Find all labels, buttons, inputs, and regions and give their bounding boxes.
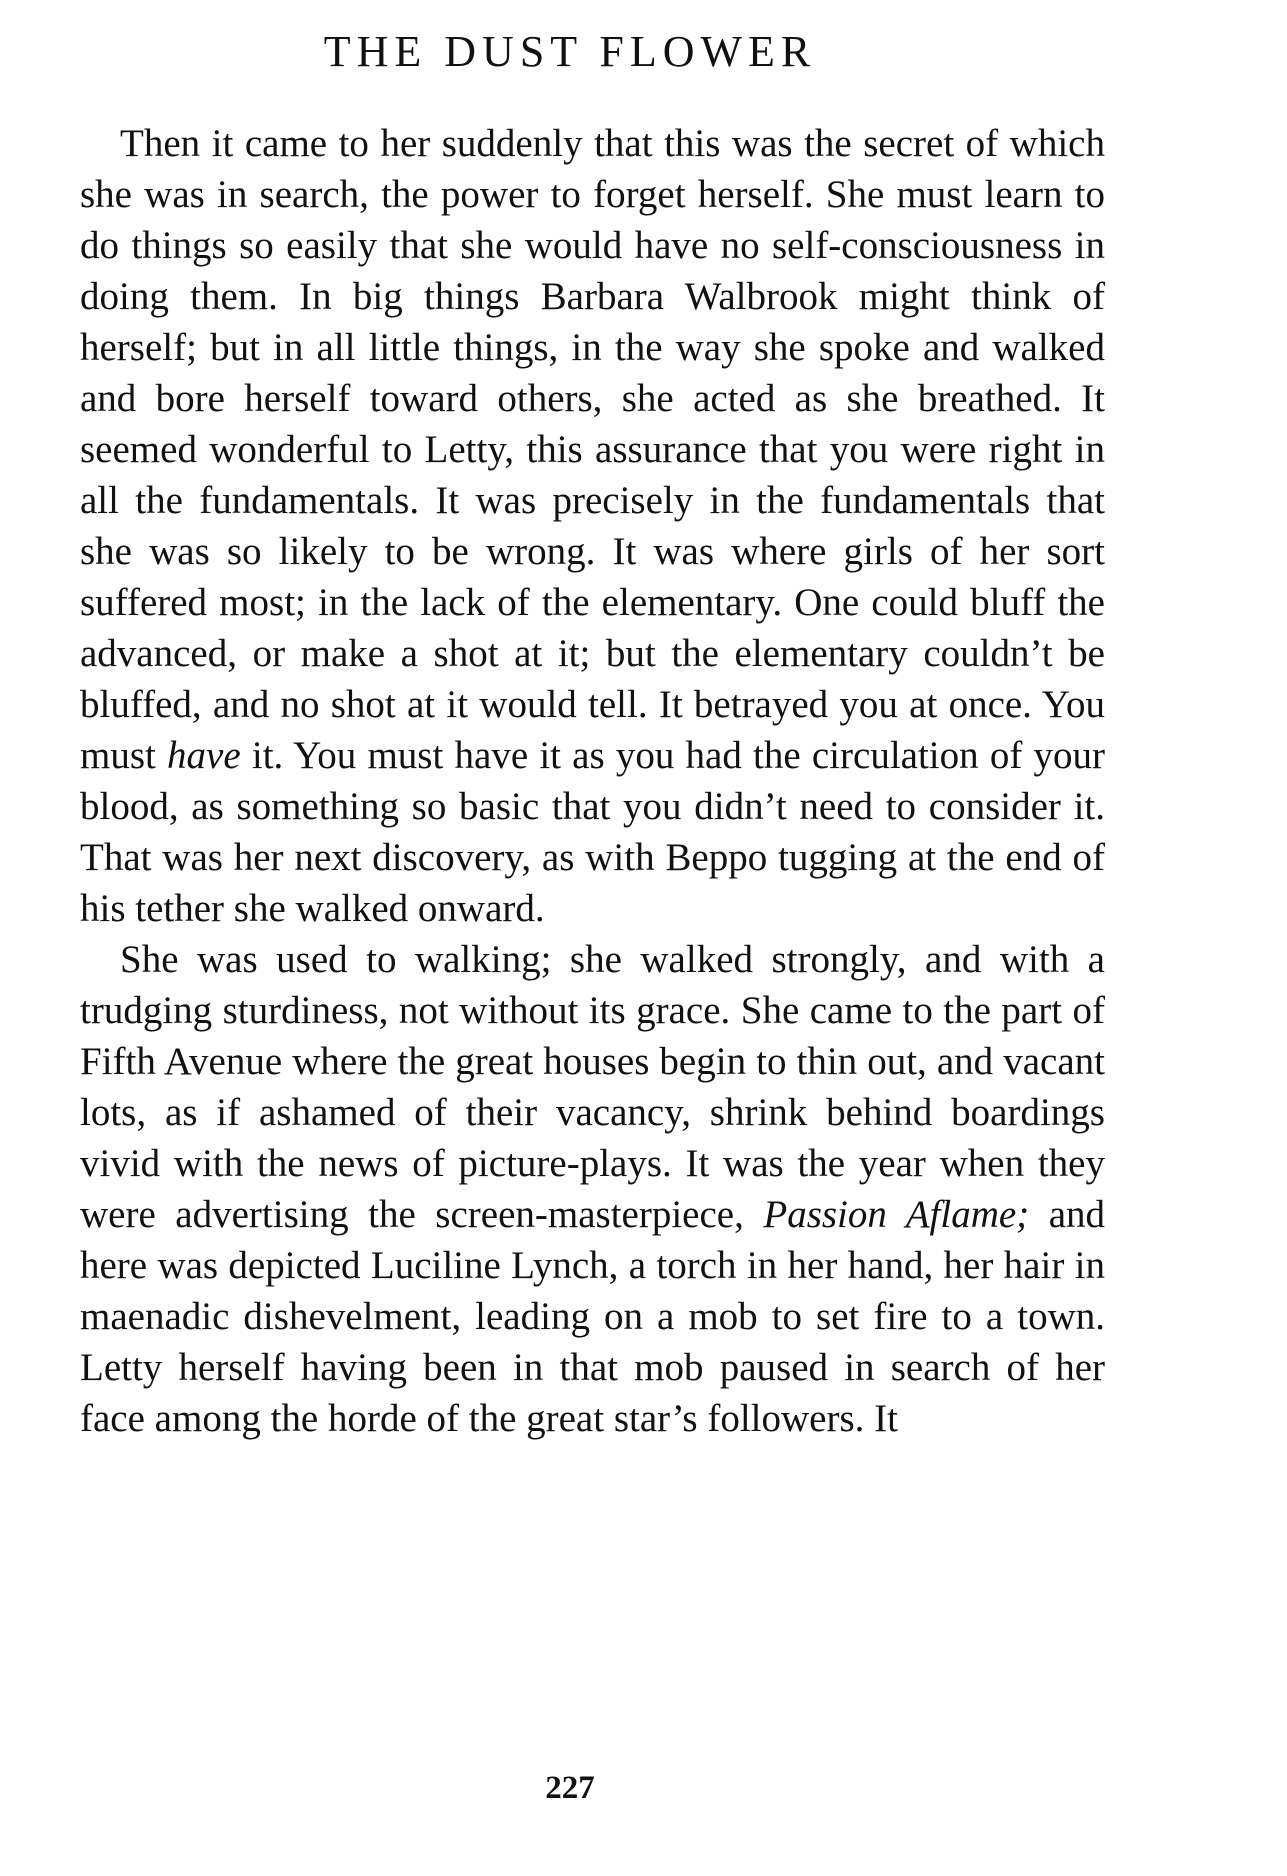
text-segment: Then it came to her suddenly that this was the secret of which she was in search, the power to forget herself. She must learn to do things so easily that she would have no self-consciousness in doing them. In big things Barbara Walbrook might think of herself; but in all little things, in the way she spoke and walked and bore herself toward others, she acted as she breathed. It seemed wonderful to Letty, this assurance that you were right in all the fundamentals. It was precisely in the fundamentals that she was so likely to be wrong. It was where girls of her sort suffered most; in the lack of the elementary. One could bluff the advanced, or make a shot at it; but the elementary couldn’t be bluffed, and no shot at it would tell. It betrayed you at once. You must xyxy=(80,122,1105,777)
running-head-title: THE DUST FLOWER xyxy=(323,27,817,76)
paragraph xyxy=(80,934,1105,1444)
text-segment: it. You must have it as you had the circulation of your blood, as something so basic that you didn’t need to consider it. That was her next discovery, as with Beppo tugging at the end of his tether she walked onward. xyxy=(80,734,1105,930)
paragraph xyxy=(80,118,1105,934)
page-number: 227 xyxy=(545,1770,595,1806)
italic-text-segment: have xyxy=(167,734,241,777)
body-text xyxy=(80,118,1105,1444)
text-segment: and here was depicted Luciline Lynch, a torch in her hand, her hair in maenadic dishevelment, leading on a mob to set fire to a town. Letty herself having been in that mob paused in search of her face among the horde of the great star’s followers. It xyxy=(80,1193,1106,1440)
italic-text-segment: Passion Aflame; xyxy=(763,1193,1030,1236)
text-segment: She was used to walking; she walked strongly, and with a trudging sturdiness, not without its grace. She came to the part of Fifth Avenue where the great houses begin to thin out, and vacant lots, as if ashamed of their vacancy, shrink behind boardings vivid with the news of picture-plays. It was the year when they were advertising the screen-masterpiece, xyxy=(80,938,1105,1236)
